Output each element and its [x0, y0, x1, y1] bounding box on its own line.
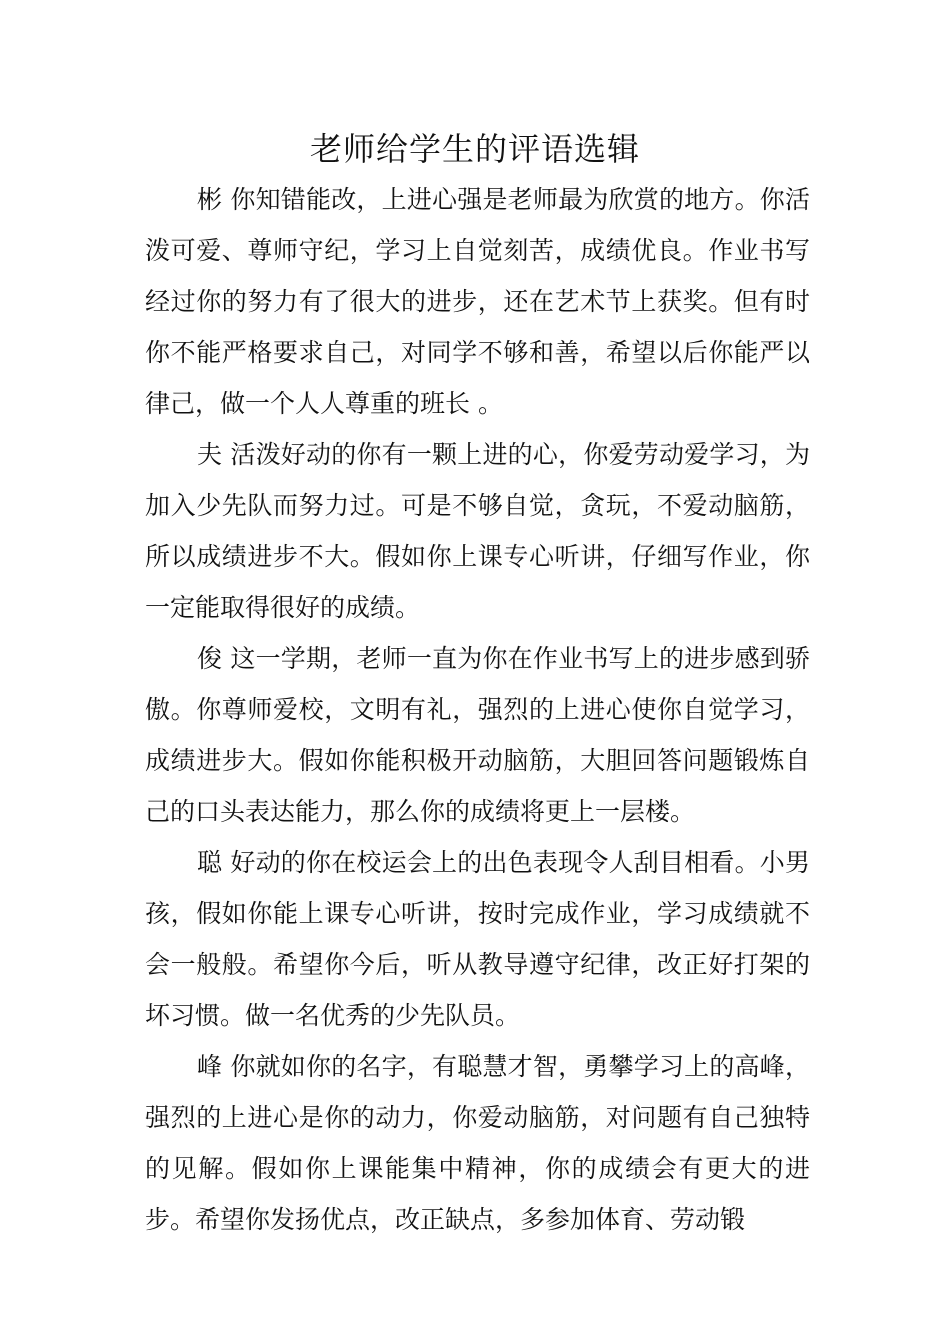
document-title: 老师给学生的评语选辑 — [309, 130, 640, 168]
comment-paragraph-jun: 俊 这一学期，老师一直为你在作业书写上的进步感到骄傲。你尊师爱校，文明有礼，强烈的上进心使你自觉学习，成绩进步大。假如你能积极开动脑筋，大胆回答问题锻炼自己的口头表达能力，那么你的成绩将更上一层楼。 — [145, 644, 810, 826]
comment-paragraph-feng: 峰 你就如你的名字，有聪慧才智，勇攀学习上的高峰，强烈的上进心是你的动力，你爱动脑筋，对问题有自己独特的见解。假如你上课能集中精神，你的成绩会有更大的进步。希望你发扬优点，改正缺点，多参加体育、劳动锻 — [145, 1052, 810, 1234]
comment-paragraph-bin: 彬 你知错能改，上进心强是老师最为欣赏的地方。你活泼可爱、尊师守纪，学习上自觉刻苦，成绩优良。作业书写经过你的努力有了很大的进步，还在艺术节上获奖。但有时你不能严格要求自己，对同学不够和善，希望以后你能严以律己，做一个人人尊重的班长 。 — [145, 185, 810, 418]
document-body — [145, 174, 810, 1245]
comment-paragraph-cong: 聪 好动的你在校运会上的出色表现令人刮目相看。小男孩，假如你能上课专心听讲，按时完成作业，学习成绩就不会一般般。希望你今后，听从教导遵守纪律，改正好打架的坏习惯。做一名优秀的少先队员。 — [145, 848, 810, 1030]
comment-paragraph-fu: 夫 活泼好动的你有一颗上进的心，你爱劳动爱学习，为加入少先队而努力过。可是不够自觉，贪玩，不爱动脑筋，所以成绩进步不大。假如你上课专心听讲，仔细写作业，你一定能取得很好的成绩。 — [145, 440, 810, 622]
